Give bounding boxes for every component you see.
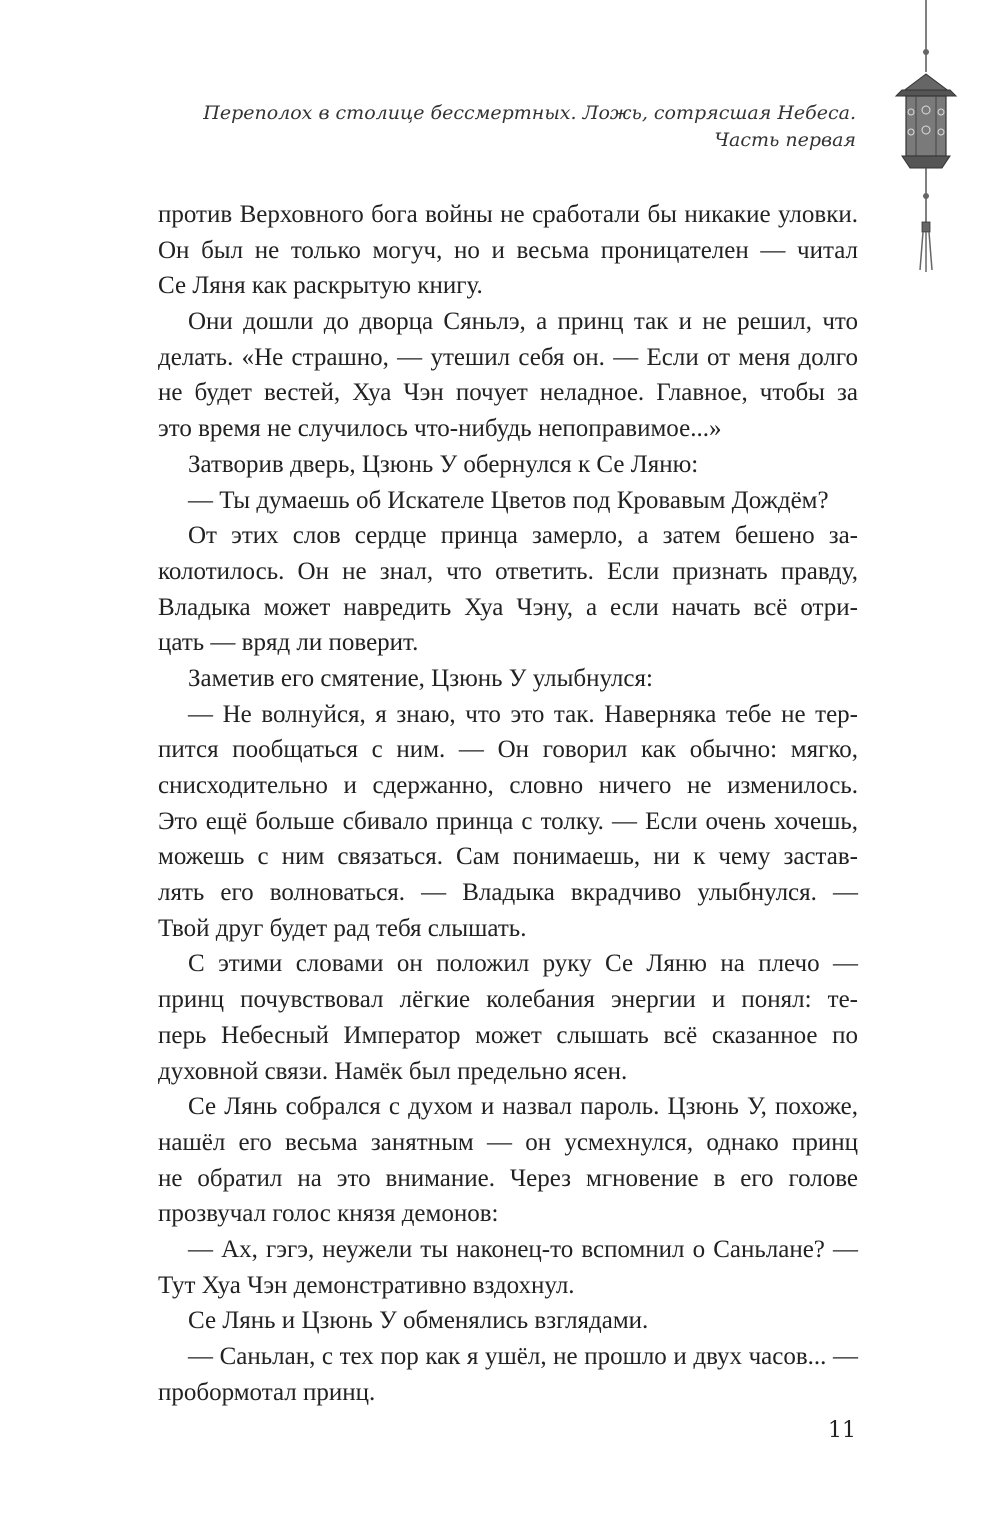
hanging-lantern-icon (890, 0, 980, 280)
text-line: — Ах, гэгэ, неужели ты наконец-то вспомнил о Саньлане? — (188, 1235, 858, 1263)
text-line: принц почувствовал лёгкие колебания энергии и понял: те- (158, 986, 858, 1014)
text-line: делать. «Не страшно, — утешил себя он. — Если от меня долго (158, 343, 858, 371)
text-line: колотилось. Он не знал, что ответить. Если признать правду, (158, 557, 858, 585)
text-line: — Саньлан, с тех пор как я ушёл, не прошло и двух часов... — (188, 1343, 858, 1370)
text-line: лять его волноваться. — Владыка вкрадчиво улыбнулся. — (158, 879, 858, 907)
text-line: против Верховного бога войны не сработали бы никакие уловки. (158, 201, 858, 228)
text-line: прозвучал голос князя демонов: (158, 1200, 499, 1228)
text-line: не обратил на это внимание. Через мгновение в его голове (158, 1164, 858, 1192)
running-head-part: Часть первая (714, 129, 856, 151)
text-line: Затворив дверь, Цзюнь У обернулся к Се Ляню: (188, 450, 699, 478)
text-line: Это ещё больше сбивало принца с толку. — Если очень хочешь, (158, 807, 858, 835)
running-head (203, 100, 856, 154)
page-number: 11 (828, 1418, 856, 1443)
text-line: перь Небесный Император может слышать всё сказанное по (158, 1021, 858, 1049)
text-line: цать — вряд ли поверит. (158, 629, 419, 657)
text-line: можешь с ним связаться. Сам понимаешь, ни к чему застав- (158, 843, 858, 871)
text-line: пится пообщаться с ним. — Он говорил как обычно: мягко, (158, 736, 858, 764)
text-line: нашёл его весьма занятным — он усмехнулся, однако принц (158, 1128, 858, 1156)
text-line: снисходительно и сдержанно, словно ничего не изменилось. (158, 772, 858, 799)
text-line: — Ты думаешь об Искателе Цветов под Кровавым Дождём? (188, 486, 829, 514)
text-line: С этими словами он положил руку Се Ляню на плечо — (188, 950, 858, 978)
text-line: Твой друг будет рад тебя слышать. (158, 914, 527, 942)
text-line: Се Ляня как раскрытую книгу. (158, 272, 483, 300)
text-line: пробормотал принц. (158, 1378, 376, 1406)
text-line: Они дошли до дворца Сяньлэ, а принц так и не решил, что (188, 308, 858, 336)
text-line: От этих слов сердце принца замерло, а затем бешено за- (188, 522, 858, 550)
text-line: не будет вестей, Хуа Чэн почует неладное. Главное, чтобы за (158, 379, 858, 407)
text-line: это время не случилось что-нибудь непоправимое...» (158, 415, 722, 443)
running-head-title: Переполох в столице бессмертных. Ложь, сотрясшая Небеса. (203, 102, 856, 124)
text-line: Се Лянь и Цзюнь У обменялись взглядами. (188, 1307, 649, 1335)
text-line: Он был не только могуч, но и весьма проницателен — читал (158, 236, 858, 264)
text-line: духовной связи. Намёк был предельно ясен. (158, 1057, 628, 1085)
text-line: Владыка может навредить Хуа Чэну, а если начать всё отри- (158, 593, 858, 621)
body-text (158, 197, 858, 1410)
text-line: Тут Хуа Чэн демонстративно вздохнул. (158, 1271, 575, 1299)
text-line: Заметив его смятение, Цзюнь У улыбнулся: (188, 664, 653, 692)
text-line: — Не волнуйся, я знаю, что это так. Наверняка тебе не тер- (188, 700, 858, 728)
text-line: Се Лянь собрался с духом и назвал пароль. Цзюнь У, похоже, (188, 1093, 858, 1121)
